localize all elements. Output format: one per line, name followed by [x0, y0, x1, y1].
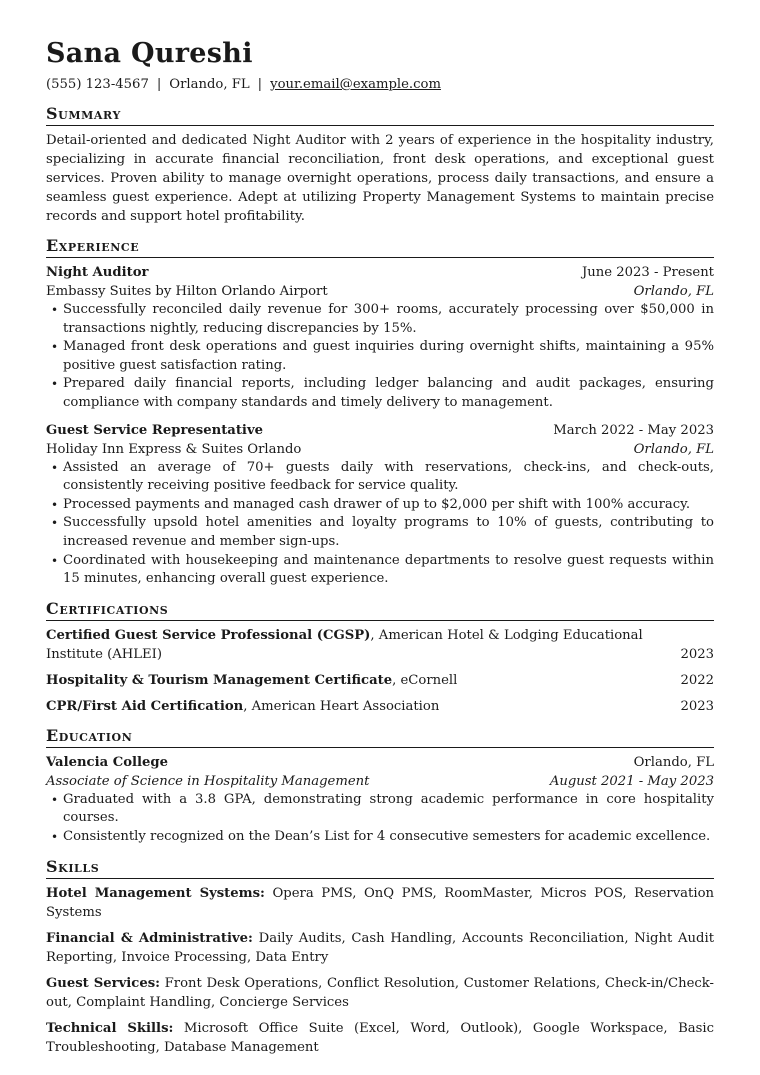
skill-text: Daily Audits, Cash Handling, Accounts Reconciliation, Night Audit Reporting, Invoice Processing, Data Entry	[46, 930, 715, 965]
skill-text: Microsoft Office Suite (Excel, Word, Outlook), Google Workspace, Basic Troubleshooting, Database Management	[46, 1020, 714, 1055]
skill-entry	[46, 884, 714, 922]
certification-year: 2023	[680, 646, 714, 662]
list-item: • Assisted an average of 70+ guests daily with reservations, check-ins, and check-outs, consistently receiving positive feedback for service quality.	[46, 459, 714, 496]
candidate-name: Sana Qureshi	[46, 38, 253, 69]
company-name: Embassy Suites by Hilton Orlando Airport	[46, 284, 328, 299]
job-location: Orlando, FL	[633, 284, 714, 299]
job-dates: March 2022 - May 2023	[553, 422, 714, 438]
job-entry	[46, 421, 714, 589]
job-dates: June 2023 - Present	[581, 265, 714, 280]
skill-label: Financial & Administrative:	[46, 930, 253, 946]
certification-issuer: , American Hotel & Lodging Educational Institute (AHLEI)	[46, 627, 643, 662]
skills-section	[46, 857, 714, 1057]
school-location: Orlando, FL	[633, 754, 714, 770]
skill-entry	[46, 974, 714, 1012]
list-item: • Processed payments and managed cash drawer of up to $2,000 per shift with 100% accuracy.	[46, 496, 714, 515]
section-title: Certifications	[46, 599, 714, 621]
summary-text: Detail-oriented and dedicated Night Auditor with 2 years of experience in the hospitality industry, specializing in accurate financial reconciliation, front desk operations, and exceptional guest services. Proven ability to manage overnight operations, process daily transactions, and ensure a seamless guest experience. Adept at utilizing Property Management Systems to maintain precise records and support hotel profitability.	[46, 133, 714, 224]
skill-entry	[46, 929, 714, 967]
education-bullets	[46, 791, 714, 847]
experience-section	[46, 236, 714, 589]
job-bullets	[46, 459, 714, 589]
section-title: Experience	[46, 236, 714, 258]
skill-label: Guest Services:	[46, 975, 161, 991]
job-title: Night Auditor	[46, 265, 149, 280]
certification-name: Hospitality & Tourism Management Certificate	[46, 672, 393, 688]
job-entry	[46, 263, 714, 413]
certification-issuer: , eCornell	[392, 672, 458, 688]
job-location: Orlando, FL	[633, 441, 714, 457]
separator: |	[156, 77, 162, 92]
list-item: • Managed front desk operations and guest inquiries during overnight shifts, maintaining a 95% positive guest satisfaction rating.	[46, 338, 714, 375]
certification-entry	[46, 626, 714, 664]
location: Orlando, FL	[169, 77, 250, 92]
education-section	[46, 726, 714, 847]
job-bullets	[46, 301, 714, 413]
certification-year: 2023	[680, 698, 714, 714]
certification-entry	[46, 671, 714, 690]
company-name: Holiday Inn Express & Suites Orlando	[46, 441, 302, 457]
job-title: Guest Service Representative	[46, 422, 263, 438]
list-item: • Prepared daily financial reports, including ledger balancing and audit packages, ensuring compliance with company standards and timely delivery to management.	[46, 375, 714, 412]
phone-number: (555) 123-4567	[46, 77, 149, 92]
separator: |	[257, 77, 263, 92]
certification-issuer: , American Heart Association	[243, 698, 440, 714]
section-title: Skills	[46, 857, 714, 879]
degree-name: Associate of Science in Hospitality Management	[46, 773, 370, 789]
certification-entry	[46, 697, 714, 716]
skill-text: Opera PMS, OnQ PMS, RoomMaster, Micros POS, Reservation Systems	[46, 885, 714, 920]
list-item: • Successfully upsold hotel amenities and loyalty programs to 10% of guests, contributing to increased revenue and member sign-ups.	[46, 514, 714, 551]
skill-entry	[46, 1019, 714, 1057]
list-item: • Coordinated with housekeeping and maintenance departments to resolve guest requests within 15 minutes, enhancing overall guest experience.	[46, 552, 714, 589]
list-item: • Graduated with a 3.8 GPA, demonstrating strong academic performance in core hospitality courses.	[46, 791, 714, 828]
section-title: Summary	[46, 104, 714, 126]
list-item: • Successfully reconciled daily revenue for 300+ rooms, accurately processing over $50,000 in transactions nightly, reducing discrepancies by 15%.	[46, 301, 714, 338]
skill-label: Technical Skills:	[46, 1020, 174, 1036]
certification-name: CPR/First Aid Certification	[46, 698, 244, 714]
school-name: Valencia College	[46, 754, 169, 770]
resume-page	[46, 38, 714, 1064]
section-title: Education	[46, 726, 714, 748]
contact-line	[46, 76, 714, 94]
certification-name: Certified Guest Service Professional (CGSP)	[46, 627, 371, 643]
skill-text: Front Desk Operations, Conflict Resolution, Customer Relations, Check-in/Check-out, Complaint Handling, Concierge Services	[46, 975, 714, 1010]
education-dates: August 2021 - May 2023	[549, 773, 714, 789]
certifications-section	[46, 599, 714, 716]
summary-section	[46, 104, 714, 226]
certification-year: 2022	[680, 672, 714, 688]
skill-label: Hotel Management Systems:	[46, 885, 265, 901]
list-item: • Consistently recognized on the Dean’s List for 4 consecutive semesters for academic excellence.	[46, 828, 714, 847]
email-link[interactable]: your.email@example.com	[270, 77, 441, 92]
